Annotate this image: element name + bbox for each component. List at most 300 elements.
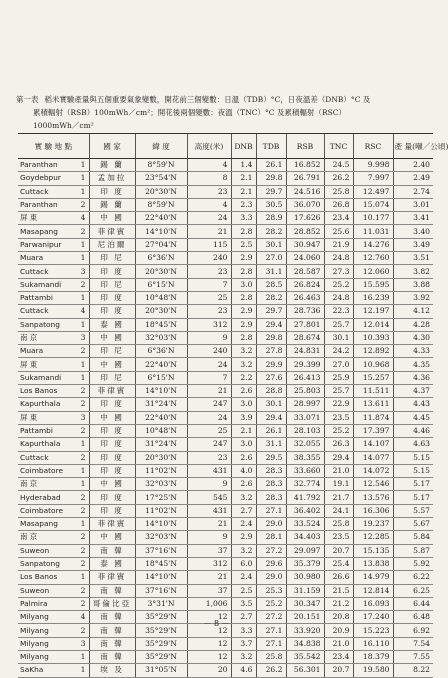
cell-tnc: 23.5 (324, 411, 353, 424)
cell-dnb: 4.0 (231, 464, 256, 477)
cell-country: 菲律賓 (89, 571, 135, 584)
cell-rsc: 14.077 (353, 451, 393, 464)
cell-rsb: 30.980 (286, 571, 324, 584)
cell-yield: 5.84 (393, 531, 433, 544)
table-row (18, 159, 433, 172)
cell-country: 印 尼 (89, 252, 135, 265)
cell-latitude: 20°30'N (135, 305, 187, 318)
cell-trial: 4 (77, 611, 89, 624)
cell-altitude: 20 (187, 664, 231, 677)
cell-dnb: 3.5 (231, 597, 256, 610)
cell-tdb: 27.8 (256, 345, 286, 358)
cell-rsc: 15.223 (353, 624, 393, 637)
cell-yield: 6.48 (393, 611, 433, 624)
cell-country: 哥倫比亞 (89, 597, 135, 610)
table-label: 第一表 (16, 95, 39, 104)
cell-tdb: 28.3 (256, 491, 286, 504)
cell-country: 中 國 (89, 531, 135, 544)
table-row (18, 518, 433, 531)
cell-yield: 5.87 (393, 544, 433, 557)
cell-latitude: 35°29'N (135, 611, 187, 624)
cell-country: 印 度 (89, 398, 135, 411)
cell-country: 印 度 (89, 491, 135, 504)
cell-altitude: 23 (187, 185, 231, 198)
cell-altitude: 23 (187, 305, 231, 318)
cell-dnb: 2.3 (231, 198, 256, 211)
cell-dnb: 2.1 (231, 172, 256, 185)
cell-latitude: 35°29'N (135, 650, 187, 663)
cell-rsb: 41.792 (286, 491, 324, 504)
cell-altitude: 21 (187, 225, 231, 238)
cell-tdb: 26.1 (256, 159, 286, 172)
cell-altitude: 37 (187, 544, 231, 557)
table-row (18, 278, 433, 291)
table-row (18, 398, 433, 411)
cell-latitude: 14°10'N (135, 385, 187, 398)
cell-latitude: 32°03'N (135, 331, 187, 344)
cell-tdb: 28.3 (256, 464, 286, 477)
cell-rsc: 16.093 (353, 597, 393, 610)
cell-rsc: 7.997 (353, 172, 393, 185)
cell-dnb: 6.0 (231, 557, 256, 570)
cell-tdb: 28.1 (256, 531, 286, 544)
cell-dnb: 2.1 (231, 424, 256, 437)
cell-tdb: 27.2 (256, 611, 286, 624)
cell-trial: 2 (77, 504, 89, 517)
cell-altitude: 7 (187, 278, 231, 291)
cell-rsb: 28.674 (286, 331, 324, 344)
cell-yield: 2.49 (393, 172, 433, 185)
cell-country: 南 韓 (89, 611, 135, 624)
cell-altitude: 21 (187, 518, 231, 531)
cell-dnb: 2.9 (231, 252, 256, 265)
cell-trial: 2 (77, 597, 89, 610)
cell-tnc: 26.3 (324, 438, 353, 451)
cell-tdb: 29.5 (256, 451, 286, 464)
cell-latitude: 31°24'N (135, 398, 187, 411)
cell-yield: 4.46 (393, 424, 433, 437)
cell-trial: 1 (77, 185, 89, 198)
header-rsc: RSC (353, 134, 393, 159)
cell-rsb: 28.852 (286, 225, 324, 238)
cell-site: Kapurthala (18, 438, 77, 451)
cell-site: Suweon (18, 544, 77, 557)
cell-dnb: 3.0 (231, 438, 256, 451)
cell-site: Sanpatong (18, 318, 77, 331)
cell-rsc: 14.107 (353, 438, 393, 451)
cell-trial: 2 (77, 398, 89, 411)
cell-altitude: 24 (187, 411, 231, 424)
cell-latitude: 8°59'N (135, 159, 187, 172)
cell-tdb: 29.6 (256, 557, 286, 570)
cell-rsb: 36.070 (286, 198, 324, 211)
cell-country: 錫 蘭 (89, 198, 135, 211)
cell-tdb: 29.7 (256, 185, 286, 198)
cell-site: Paranthan (18, 159, 77, 172)
table-row (18, 637, 433, 650)
header-rsb: RSB (286, 134, 324, 159)
cell-rsb: 26.413 (286, 371, 324, 384)
cell-yield: 4.30 (393, 331, 433, 344)
cell-altitude: 240 (187, 252, 231, 265)
cell-trial: 2 (77, 624, 89, 637)
table-row (18, 252, 433, 265)
cell-latitude: 11°02'N (135, 504, 187, 517)
cell-latitude: 10°48'N (135, 424, 187, 437)
cell-yield: 5.17 (393, 491, 433, 504)
cell-country: 南 韓 (89, 624, 135, 637)
cell-rsc: 10.968 (353, 358, 393, 371)
cell-country: 埃 及 (89, 664, 135, 677)
cell-tnc: 26.2 (324, 172, 353, 185)
cell-yield: 5.15 (393, 451, 433, 464)
cell-site: Coimbatore (18, 464, 77, 477)
cell-tnc: 25.7 (324, 318, 353, 331)
cell-site: Hyderabad (18, 491, 77, 504)
cell-tnc: 24.2 (324, 345, 353, 358)
cell-rsc: 11.511 (353, 385, 393, 398)
table-row (18, 318, 433, 331)
cell-rsb: 30.947 (286, 238, 324, 251)
cell-tnc: 19.1 (324, 478, 353, 491)
cell-site: Sukamandi (18, 371, 77, 384)
cell-country: 印 度 (89, 464, 135, 477)
cell-country: 印 尼 (89, 345, 135, 358)
cell-yield: 2.74 (393, 185, 433, 198)
cell-tdb: 29.4 (256, 318, 286, 331)
cell-yield: 6.92 (393, 624, 433, 637)
cell-yield: 6.44 (393, 597, 433, 610)
cell-latitude: 10°48'N (135, 291, 187, 304)
cell-site: 南 京 (18, 331, 77, 344)
cell-altitude: 23 (187, 265, 231, 278)
cell-rsc: 17.240 (353, 611, 393, 624)
cell-country: 泰 國 (89, 318, 135, 331)
cell-yield: 3.92 (393, 291, 433, 304)
cell-trial: 1 (77, 238, 89, 251)
cell-tnc: 21.5 (324, 584, 353, 597)
cell-tnc: 25.4 (324, 557, 353, 570)
cell-site: Suweon (18, 584, 77, 597)
cell-yield: 4.35 (393, 358, 433, 371)
cell-site: Pattambi (18, 291, 77, 304)
cell-latitude: 31°05'N (135, 664, 187, 677)
cell-rsc: 9.998 (353, 159, 393, 172)
cell-tnc: 25.2 (324, 424, 353, 437)
cell-trial: 2 (77, 584, 89, 597)
cell-rsc: 16.306 (353, 504, 393, 517)
cell-tdb: 27.1 (256, 504, 286, 517)
cell-site: 南 京 (18, 531, 77, 544)
cell-yield: 4.37 (393, 385, 433, 398)
cell-site: Cuttack (18, 265, 77, 278)
cell-altitude: 4 (187, 159, 231, 172)
cell-tdb: 28.5 (256, 278, 286, 291)
cell-rsb: 38.355 (286, 451, 324, 464)
cell-country: 印 度 (89, 424, 135, 437)
table-row (18, 291, 433, 304)
cell-tdb: 26.1 (256, 424, 286, 437)
cell-altitude: 9 (187, 331, 231, 344)
cell-altitude: 312 (187, 318, 231, 331)
table-row (18, 597, 433, 610)
cell-tnc: 30.1 (324, 331, 353, 344)
cell-site: 屏 東 (18, 212, 77, 225)
cell-tnc: 24.5 (324, 159, 353, 172)
cell-country: 南 韓 (89, 584, 135, 597)
cell-trial: 1 (77, 571, 89, 584)
cell-tdb: 29.8 (256, 172, 286, 185)
cell-rsc: 12.814 (353, 584, 393, 597)
cell-rsb: 33.524 (286, 518, 324, 531)
cell-rsc: 16.110 (353, 637, 393, 650)
cell-country: 中 國 (89, 331, 135, 344)
table-row (18, 451, 433, 464)
cell-dnb: 3.2 (231, 650, 256, 663)
cell-dnb: 2.6 (231, 451, 256, 464)
cell-rsc: 18.379 (353, 650, 393, 663)
cell-tdb: 29.9 (256, 358, 286, 371)
cell-rsc: 13.576 (353, 491, 393, 504)
cell-tdb: 25.3 (256, 584, 286, 597)
cell-site: SaKha (18, 664, 77, 677)
cell-latitude: 27°04'N (135, 238, 187, 251)
cell-dnb: 3.0 (231, 398, 256, 411)
cell-rsc: 17.397 (353, 424, 393, 437)
cell-rsc: 10.393 (353, 331, 393, 344)
cell-trial: 1 (77, 172, 89, 185)
cell-rsb: 35.379 (286, 557, 324, 570)
cell-rsc: 12.760 (353, 252, 393, 265)
cell-trial: 2 (77, 198, 89, 211)
cell-trial: 2 (77, 557, 89, 570)
cell-site: Los Banos (18, 385, 77, 398)
cell-rsc: 12.892 (353, 345, 393, 358)
cell-site: Palmira (18, 597, 77, 610)
cell-site: Muara (18, 252, 77, 265)
cell-rsb: 24.516 (286, 185, 324, 198)
cell-altitude: 9 (187, 531, 231, 544)
cell-latitude: 20°30'N (135, 451, 187, 464)
table-row (18, 265, 433, 278)
cell-rsc: 12.197 (353, 305, 393, 318)
page-number: － 8 － (203, 619, 230, 628)
cell-trial: 3 (77, 331, 89, 344)
cell-trial: 1 (77, 371, 89, 384)
cell-dnb: 2.2 (231, 371, 256, 384)
cell-country: 印 度 (89, 265, 135, 278)
cell-site: Milyang (18, 624, 77, 637)
cell-tnc: 20.9 (324, 624, 353, 637)
cell-yield: 4.33 (393, 345, 433, 358)
cell-tdb: 28.3 (256, 478, 286, 491)
cell-tnc: 24.8 (324, 291, 353, 304)
cell-trial: 1 (77, 252, 89, 265)
cell-country: 印 度 (89, 185, 135, 198)
cell-yield: 5.15 (393, 464, 433, 477)
cell-yield: 3.51 (393, 252, 433, 265)
cell-site: 屏 東 (18, 358, 77, 371)
cell-trial: 1 (77, 650, 89, 663)
cell-rsc: 12.060 (353, 265, 393, 278)
cell-tnc: 21.2 (324, 597, 353, 610)
cell-latitude: 6°15'N (135, 278, 187, 291)
header-country: 國 家 (89, 134, 135, 159)
table-row (18, 557, 433, 570)
cell-country: 印 度 (89, 438, 135, 451)
cell-rsb: 27.801 (286, 318, 324, 331)
cell-dnb: 2.4 (231, 518, 256, 531)
cell-rsb: 28.103 (286, 424, 324, 437)
cell-trial: 1 (77, 159, 89, 172)
cell-rsc: 19.237 (353, 518, 393, 531)
cell-dnb: 2.8 (231, 225, 256, 238)
cell-dnb: 2.6 (231, 478, 256, 491)
cell-trial: 1 (77, 478, 89, 491)
cell-trial: 2 (77, 451, 89, 464)
table-row (18, 491, 433, 504)
cell-site: Milyang (18, 611, 77, 624)
cell-tnc: 24.8 (324, 252, 353, 265)
cell-country: 孟加拉 (89, 172, 135, 185)
cell-dnb: 3.2 (231, 544, 256, 557)
cell-tnc: 21.0 (324, 464, 353, 477)
cell-latitude: 17°25'N (135, 491, 187, 504)
cell-site: Parwanipur (18, 238, 77, 251)
cell-site: Masapang (18, 518, 77, 531)
cell-yield: 4.63 (393, 438, 433, 451)
cell-rsb: 34.403 (286, 531, 324, 544)
cell-tnc: 22.9 (324, 398, 353, 411)
cell-site: 屏 東 (18, 411, 77, 424)
cell-trial: 3 (77, 637, 89, 650)
cell-dnb: 2.8 (231, 331, 256, 344)
cell-altitude: 545 (187, 491, 231, 504)
table-row (18, 571, 433, 584)
cell-latitude: 6°15'N (135, 371, 187, 384)
cell-dnb: 3.2 (231, 345, 256, 358)
table-row (18, 358, 433, 371)
cell-tnc: 22.3 (324, 305, 353, 318)
cell-tdb: 27.0 (256, 252, 286, 265)
cell-tdb: 29.8 (256, 331, 286, 344)
cell-country: 中 國 (89, 212, 135, 225)
cell-yield: 7.55 (393, 650, 433, 663)
cell-country: 菲律賓 (89, 518, 135, 531)
cell-tdb: 28.8 (256, 385, 286, 398)
cell-latitude: 22°40'N (135, 411, 187, 424)
cell-rsc: 13.838 (353, 557, 393, 570)
cell-rsb: 26.824 (286, 278, 324, 291)
cell-altitude: 431 (187, 464, 231, 477)
cell-altitude: 115 (187, 238, 231, 251)
table-row (18, 331, 433, 344)
cell-latitude: 37°16'N (135, 544, 187, 557)
cell-rsb: 17.626 (286, 212, 324, 225)
cell-yield: 4.36 (393, 371, 433, 384)
cell-altitude: 1,006 (187, 597, 231, 610)
cell-site: 南 京 (18, 478, 77, 491)
cell-altitude: 25 (187, 424, 231, 437)
cell-latitude: 3°31'N (135, 597, 187, 610)
table-row (18, 664, 433, 677)
cell-rsb: 35.542 (286, 650, 324, 663)
cell-tdb: 30.5 (256, 198, 286, 211)
cell-country: 南 韓 (89, 637, 135, 650)
cell-tdb: 29.4 (256, 411, 286, 424)
cell-rsb: 32.055 (286, 438, 324, 451)
cell-latitude: 14°10'N (135, 225, 187, 238)
cell-yield: 4.43 (393, 398, 433, 411)
table-row (18, 238, 433, 251)
cell-altitude: 4 (187, 198, 231, 211)
cell-yield: 5.57 (393, 504, 433, 517)
cell-dnb: 3.2 (231, 358, 256, 371)
cell-country: 中 國 (89, 358, 135, 371)
cell-trial: 2 (77, 424, 89, 437)
cell-trial: 1 (77, 438, 89, 451)
table-body (18, 159, 433, 678)
cell-trial: 3 (77, 265, 89, 278)
cell-rsb: 28.736 (286, 305, 324, 318)
cell-rsc: 11.031 (353, 225, 393, 238)
caption-line-3: 1000mWh／cm² (33, 121, 94, 130)
cell-rsb: 34.838 (286, 637, 324, 650)
cell-altitude: 12 (187, 611, 231, 624)
cell-rsc: 14.072 (353, 464, 393, 477)
table-row (18, 305, 433, 318)
cell-tnc: 21.0 (324, 637, 353, 650)
cell-altitude: 12 (187, 650, 231, 663)
cell-latitude: 8°59'N (135, 198, 187, 211)
cell-tnc: 25.2 (324, 278, 353, 291)
cell-latitude: 22°40'N (135, 212, 187, 225)
cell-latitude: 6°36'N (135, 345, 187, 358)
cell-tdb: 27.6 (256, 371, 286, 384)
cell-tdb: 31.1 (256, 265, 286, 278)
cell-trial: 2 (77, 278, 89, 291)
cell-altitude: 8 (187, 172, 231, 185)
cell-country: 印 度 (89, 305, 135, 318)
cell-dnb: 2.7 (231, 504, 256, 517)
cell-dnb: 3.7 (231, 637, 256, 650)
cell-yield: 5.67 (393, 518, 433, 531)
cell-tnc: 23.5 (324, 531, 353, 544)
cell-latitude: 23°54'N (135, 172, 187, 185)
cell-rsc: 14.276 (353, 238, 393, 251)
cell-rsb: 24.831 (286, 345, 324, 358)
table-row (18, 345, 433, 358)
cell-altitude: 7 (187, 371, 231, 384)
cell-trial: 1 (77, 518, 89, 531)
cell-latitude: 32°03'N (135, 478, 187, 491)
cell-tnc: 29.4 (324, 451, 353, 464)
cell-site: Milyang (18, 637, 77, 650)
cell-altitude: 312 (187, 557, 231, 570)
cell-tnc: 21.7 (324, 491, 353, 504)
cell-dnb: 4.6 (231, 664, 256, 677)
cell-tdb: 29.0 (256, 518, 286, 531)
cell-rsc: 12.497 (353, 185, 393, 198)
cell-country: 印 度 (89, 451, 135, 464)
cell-rsb: 32.774 (286, 478, 324, 491)
cell-tdb: 27.2 (256, 544, 286, 557)
cell-rsb: 28.997 (286, 398, 324, 411)
table-row (18, 185, 433, 198)
cell-country: 印 度 (89, 504, 135, 517)
cell-rsc: 12.546 (353, 478, 393, 491)
cell-tnc: 25.7 (324, 385, 353, 398)
